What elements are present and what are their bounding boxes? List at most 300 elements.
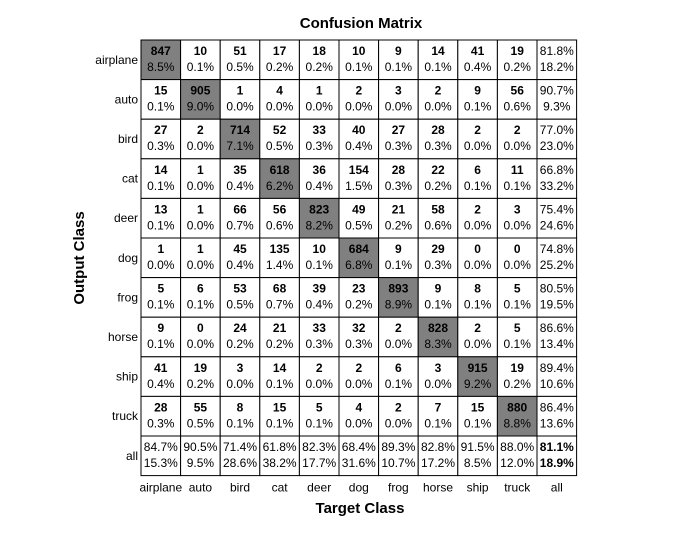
matrix-cell	[418, 238, 458, 278]
matrix-cell	[497, 357, 537, 397]
cell-count: 2	[395, 321, 402, 336]
matrix-cell	[181, 119, 221, 159]
matrix-cell	[339, 40, 379, 80]
cell-percent: 25.2%	[539, 258, 574, 272]
cell-percent: 0.1%	[345, 60, 373, 74]
matrix-cell	[497, 119, 537, 159]
cell-percent-top: 75.4%	[539, 202, 574, 217]
cell-percent: 0.4%	[226, 258, 254, 272]
matrix-cell	[379, 317, 419, 357]
cell-count: 13	[154, 202, 168, 217]
cell-percent: 0.1%	[186, 60, 215, 74]
matrix-grid	[141, 40, 577, 476]
cell-percent: 0.0%	[503, 258, 531, 272]
matrix-cell	[497, 396, 537, 436]
cell-percent: 7.1%	[226, 139, 254, 154]
cell-percent: 0.7%	[265, 297, 294, 312]
matrix-cell	[260, 357, 300, 397]
cell-percent: 9.5%	[186, 456, 215, 470]
cell-percent: 0.1%	[147, 99, 175, 114]
matrix-cell	[497, 436, 537, 476]
cell-count: 11	[510, 162, 524, 177]
cell-percent: 0.3%	[345, 337, 373, 352]
cell-count: 154	[348, 162, 369, 177]
cell-count: 35	[233, 162, 247, 177]
cell-percent: 8.8%	[503, 416, 531, 431]
cell-percent-top: 74.8%	[539, 242, 574, 256]
cell-count: 6	[474, 162, 481, 177]
matrix-cell	[379, 80, 419, 120]
matrix-cell	[220, 238, 260, 278]
cell-count: 5	[513, 321, 521, 336]
cell-percent: 0.1%	[265, 376, 294, 391]
cell-percent: 0.0%	[345, 376, 373, 391]
cell-count: 2	[197, 123, 204, 138]
matrix-cell	[260, 159, 300, 199]
cell-count: 1	[236, 83, 244, 98]
cell-percent: 0.1%	[424, 416, 452, 431]
matrix-cell	[299, 278, 339, 318]
matrix-cell	[497, 198, 537, 238]
cell-percent: 0.6%	[424, 218, 452, 233]
cell-count: 19	[510, 44, 524, 58]
cell-percent: 10.6%	[539, 376, 574, 391]
matrix-cell	[141, 396, 181, 436]
cell-percent: 0.1%	[147, 178, 175, 193]
cell-percent: 0.0%	[384, 416, 413, 431]
matrix-cell	[379, 198, 419, 238]
cell-percent: 17.2%	[420, 456, 456, 470]
cell-percent: 0.0%	[186, 218, 215, 233]
cell-percent: 0.5%	[226, 297, 254, 312]
cell-percent: 9.3%	[543, 99, 571, 114]
matrix-cell	[537, 119, 577, 159]
cell-count: 68	[272, 281, 287, 296]
cell-count: 22	[431, 162, 445, 177]
cell-count: 2	[474, 123, 481, 138]
matrix-cell	[260, 40, 300, 80]
cell-count: 10	[193, 44, 208, 58]
x-tick-label: auto	[188, 480, 213, 495]
cell-count: 618	[269, 162, 290, 177]
cell-percent-top: 61.8%	[262, 440, 297, 454]
matrix-cell	[141, 317, 181, 357]
cell-count: 56	[510, 83, 524, 98]
cell-percent: 0.0%	[186, 337, 215, 352]
cell-count: 2	[434, 83, 442, 98]
cell-count: 135	[269, 242, 290, 256]
cell-percent: 23.0%	[539, 139, 574, 154]
cell-count: 714	[229, 123, 251, 138]
matrix-cell	[497, 278, 537, 318]
matrix-cell	[458, 119, 498, 159]
matrix-cell	[418, 198, 458, 238]
matrix-cell	[299, 119, 339, 159]
cell-count: 2	[355, 83, 363, 98]
cell-count: 28	[431, 123, 445, 138]
cell-percent: 0.0%	[463, 218, 492, 233]
cell-count: 41	[154, 360, 168, 375]
cell-percent: 0.0%	[424, 99, 452, 114]
cell-count: 0	[474, 242, 481, 256]
matrix-cell	[537, 357, 577, 397]
cell-percent: 0.3%	[147, 139, 175, 154]
cell-percent: 8.9%	[384, 297, 413, 312]
cell-percent: 0.2%	[186, 376, 215, 391]
y-axis-label: Output Class	[71, 211, 88, 305]
cell-percent: 0.1%	[463, 297, 492, 312]
matrix-cell	[299, 396, 339, 436]
cell-percent: 0.1%	[186, 297, 215, 312]
cell-count: 905	[190, 83, 211, 98]
cell-count: 893	[388, 281, 409, 296]
cell-count: 1	[315, 83, 323, 98]
cell-percent: 0.0%	[226, 376, 254, 391]
matrix-cell	[141, 238, 181, 278]
cell-count: 23	[352, 281, 366, 296]
cell-percent: 0.0%	[384, 337, 413, 352]
cell-count: 0	[197, 321, 204, 336]
cell-count: 2	[474, 321, 481, 336]
cell-percent: 0.6%	[265, 218, 294, 233]
cell-count: 10	[312, 242, 326, 256]
x-tick-label: airplane	[139, 480, 183, 495]
matrix-cell	[181, 357, 221, 397]
cell-count: 915	[467, 360, 488, 375]
cell-count: 40	[352, 123, 366, 138]
matrix-cell	[141, 159, 181, 199]
cell-percent: 6.2%	[265, 178, 294, 193]
y-tick-label: airplane	[95, 52, 138, 67]
cell-count: 10	[352, 44, 366, 58]
cell-count: 28	[154, 400, 168, 415]
y-tick-label: bird	[117, 132, 138, 146]
y-tick-label: ship	[115, 369, 138, 384]
matrix-cell	[220, 159, 260, 199]
cell-percent: 0.1%	[384, 60, 413, 74]
matrix-cell	[299, 80, 339, 120]
cell-percent: 8.5%	[463, 456, 492, 470]
cell-percent: 13.4%	[539, 337, 574, 352]
matrix-cell	[458, 238, 498, 278]
cell-percent: 0.5%	[226, 60, 254, 74]
cell-count: 5	[157, 281, 165, 296]
matrix-cell	[537, 198, 577, 238]
cell-percent: 0.0%	[186, 178, 215, 193]
matrix-cell	[339, 396, 379, 436]
matrix-cell	[379, 278, 419, 318]
cell-count: 24	[233, 321, 247, 336]
cell-percent: 9.2%	[463, 376, 492, 391]
matrix-cell	[181, 278, 221, 318]
cell-percent: 0.0%	[226, 99, 254, 114]
cell-count: 9	[434, 281, 442, 296]
cell-percent: 0.1%	[305, 258, 333, 272]
cell-percent-top: 90.7%	[539, 83, 574, 98]
cell-percent-top: 86.6%	[539, 321, 574, 336]
cell-count: 9	[157, 321, 165, 336]
cell-count: 51	[233, 44, 247, 58]
y-tick-label: dog	[117, 250, 138, 265]
matrix-cell	[141, 80, 181, 120]
matrix-cell	[418, 119, 458, 159]
cell-count: 33	[312, 321, 326, 336]
cell-percent: 0.1%	[147, 218, 175, 233]
cell-percent-top: 80.5%	[539, 281, 574, 296]
matrix-cell	[497, 159, 537, 199]
cell-count: 27	[391, 123, 406, 138]
cell-percent: 0.4%	[305, 297, 333, 312]
x-tick-label: dog	[348, 480, 369, 495]
cell-percent: 0.0%	[345, 416, 373, 431]
cell-count: 14	[272, 360, 287, 375]
cell-percent-top: 66.8%	[539, 162, 574, 177]
cell-count: 8	[474, 281, 481, 296]
cell-percent-top: 91.5%	[460, 440, 495, 454]
cell-percent: 0.3%	[424, 258, 452, 272]
matrix-cell	[220, 357, 260, 397]
cell-percent: 9.0%	[186, 99, 215, 114]
x-tick-label: horse	[422, 480, 454, 495]
cell-count: 56	[272, 202, 287, 217]
cell-count: 3	[236, 360, 244, 375]
y-tick-label: truck	[111, 409, 138, 424]
matrix-cell	[418, 396, 458, 436]
cell-percent: 17.7%	[302, 456, 337, 470]
cell-count: 9	[474, 83, 481, 98]
cell-count: 1	[197, 162, 204, 177]
cell-percent: 0.3%	[384, 139, 413, 154]
matrix-cell	[537, 396, 577, 436]
cell-percent: 0.1%	[384, 376, 413, 391]
matrix-cell	[299, 357, 339, 397]
matrix-cell	[260, 238, 300, 278]
matrix-cell	[458, 436, 498, 476]
cell-count: 880	[507, 400, 528, 415]
cell-percent: 0.0%	[147, 258, 175, 272]
cell-count: 36	[312, 162, 326, 177]
matrix-cell	[458, 396, 498, 436]
cell-count: 823	[309, 202, 330, 217]
cell-percent: 24.6%	[539, 218, 574, 233]
matrix-cell	[497, 80, 537, 120]
cell-percent: 0.2%	[265, 337, 294, 352]
cell-count: 3	[434, 360, 442, 375]
cell-count: 5	[513, 281, 521, 296]
matrix-cell	[497, 238, 537, 278]
matrix-cell	[537, 159, 577, 199]
cell-percent: 0.1%	[463, 99, 492, 114]
matrix-cell	[220, 317, 260, 357]
matrix-cell	[339, 159, 379, 199]
matrix-cell	[497, 317, 537, 357]
cell-count: 3	[395, 83, 402, 98]
matrix-cell	[299, 238, 339, 278]
cell-percent: 0.2%	[503, 60, 531, 74]
cell-percent: 0.1%	[147, 297, 175, 312]
x-tick-label: all	[550, 480, 563, 495]
matrix-cell	[379, 159, 419, 199]
cell-percent: 1.5%	[345, 178, 373, 193]
cell-percent: 0.0%	[463, 258, 492, 272]
y-tick-label: deer	[113, 211, 138, 226]
matrix-cell	[379, 357, 419, 397]
cell-percent: 0.0%	[463, 337, 492, 352]
cell-count: 29	[431, 242, 445, 256]
matrix-cell	[339, 80, 379, 120]
matrix-cell	[418, 80, 458, 120]
cell-percent: 0.4%	[463, 60, 492, 74]
matrix-cell	[458, 357, 498, 397]
cell-percent: 0.1%	[226, 416, 254, 431]
matrix-cell	[181, 40, 221, 80]
matrix-cell	[418, 159, 458, 199]
matrix-cell	[141, 40, 181, 80]
cell-percent: 0.2%	[226, 337, 254, 352]
cell-percent: 0.0%	[265, 99, 294, 114]
matrix-cell	[260, 80, 300, 120]
matrix-cell	[339, 436, 379, 476]
matrix-cell	[379, 436, 419, 476]
matrix-cell	[220, 396, 260, 436]
cell-count: 5	[315, 400, 323, 415]
cell-count: 28	[391, 162, 406, 177]
cell-percent: 0.0%	[503, 218, 531, 233]
matrix-cell	[458, 159, 498, 199]
matrix-cell	[497, 40, 537, 80]
cell-count: 9	[395, 242, 402, 256]
matrix-cell	[299, 40, 339, 80]
matrix-cell	[181, 317, 221, 357]
matrix-cell	[141, 436, 181, 476]
matrix-cell	[379, 119, 419, 159]
cell-count: 21	[272, 321, 287, 336]
cell-count: 0	[513, 242, 521, 256]
cell-percent: 0.1%	[503, 178, 531, 193]
matrix-cell	[339, 357, 379, 397]
cell-percent: 0.3%	[424, 139, 452, 154]
cell-count: 684	[348, 242, 369, 256]
cell-percent: 0.4%	[147, 376, 175, 391]
cell-percent: 15.3%	[143, 456, 178, 470]
cell-percent: 8.2%	[305, 218, 333, 233]
cell-percent: 0.2%	[265, 60, 294, 74]
cell-percent: 0.1%	[305, 416, 333, 431]
matrix-cell	[260, 317, 300, 357]
cell-percent: 0.2%	[503, 376, 531, 391]
matrix-cell	[537, 278, 577, 318]
cell-count: 1	[197, 202, 204, 217]
cell-percent: 0.0%	[424, 376, 452, 391]
cell-percent-top: 81.1%	[539, 440, 574, 454]
cell-count: 53	[233, 281, 247, 296]
cell-percent: 0.2%	[424, 178, 452, 193]
cell-count: 15	[272, 400, 287, 415]
cell-count: 2	[355, 360, 363, 375]
cell-count: 52	[272, 123, 287, 138]
y-tick-label: auto	[114, 92, 138, 107]
cell-count: 2	[315, 360, 323, 375]
cell-count: 66	[233, 202, 247, 217]
cell-percent: 0.3%	[305, 139, 333, 154]
matrix-cell	[458, 80, 498, 120]
cell-percent: 10.7%	[381, 456, 416, 470]
cell-percent: 0.1%	[424, 297, 452, 312]
cell-count: 7	[434, 400, 442, 415]
cell-count: 41	[470, 44, 485, 58]
cell-count: 55	[193, 400, 208, 415]
cell-count: 8	[236, 400, 244, 415]
matrix-cell	[181, 238, 221, 278]
cell-percent-top: 89.4%	[539, 360, 574, 375]
cell-percent: 0.1%	[463, 416, 492, 431]
matrix-cell	[299, 317, 339, 357]
cell-count: 18	[312, 44, 326, 58]
matrix-cell	[181, 198, 221, 238]
matrix-cell	[339, 198, 379, 238]
cell-percent: 0.2%	[305, 60, 333, 74]
matrix-cell	[220, 80, 260, 120]
y-tick-label: frog	[117, 290, 138, 305]
matrix-cell	[418, 357, 458, 397]
matrix-cell	[537, 238, 577, 278]
matrix-cell	[181, 159, 221, 199]
cell-percent: 0.1%	[147, 337, 175, 352]
cell-count: 21	[391, 202, 406, 217]
x-tick-label: frog	[388, 480, 409, 495]
matrix-cell	[458, 278, 498, 318]
matrix-cell	[379, 238, 419, 278]
cell-percent: 1.4%	[265, 258, 294, 272]
cell-count: 1	[157, 242, 165, 256]
cell-percent: 0.0%	[384, 99, 413, 114]
matrix-cell	[339, 278, 379, 318]
cell-percent: 0.0%	[503, 139, 531, 154]
cell-percent-top: 86.4%	[539, 400, 574, 415]
cell-percent: 0.0%	[305, 99, 333, 114]
x-tick-label: cat	[271, 480, 288, 495]
cell-percent-top: 90.5%	[183, 440, 218, 454]
cell-percent: 38.2%	[262, 456, 297, 470]
cell-percent: 18.9%	[539, 456, 574, 470]
matrix-cell	[537, 40, 577, 80]
cell-percent: 0.1%	[503, 337, 531, 352]
matrix-cell	[141, 119, 181, 159]
cell-percent: 0.5%	[186, 416, 215, 431]
cell-count: 2	[395, 400, 402, 415]
matrix-cell	[379, 40, 419, 80]
cell-count: 14	[154, 162, 168, 177]
matrix-cell	[260, 119, 300, 159]
cell-count: 2	[474, 202, 481, 217]
matrix-cell	[141, 278, 181, 318]
matrix-cell	[220, 198, 260, 238]
cell-percent: 0.4%	[226, 178, 254, 193]
y-tick-label: horse	[107, 330, 138, 344]
cell-count: 4	[276, 83, 283, 98]
matrix-cell	[299, 436, 339, 476]
matrix-cell	[418, 317, 458, 357]
matrix-cell	[220, 119, 260, 159]
cell-percent: 0.0%	[463, 139, 492, 154]
cell-count: 15	[154, 83, 168, 98]
matrix-cell	[181, 396, 221, 436]
cell-percent-top: 84.7%	[143, 440, 178, 454]
matrix-cell	[299, 198, 339, 238]
matrix-cell	[181, 436, 221, 476]
cell-percent: 0.7%	[226, 218, 254, 233]
cell-count: 15	[470, 400, 485, 415]
